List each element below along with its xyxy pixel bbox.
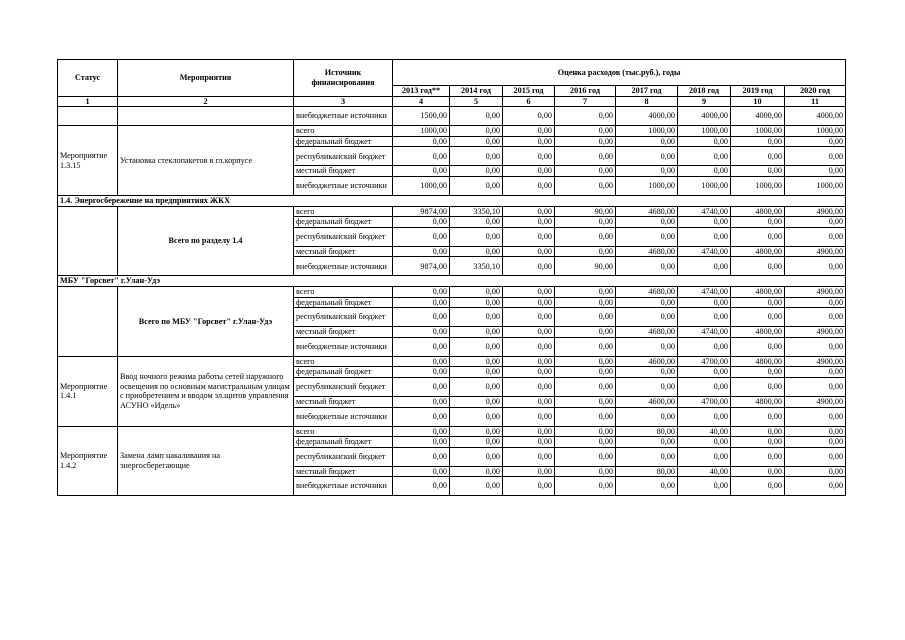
value-cell: 0,00 <box>616 437 678 448</box>
value-cell: 0,00 <box>393 297 450 308</box>
value-cell: 0,00 <box>555 286 616 297</box>
value-cell: 4680,00 <box>616 206 678 217</box>
value-cell: 0,00 <box>555 147 616 166</box>
value-cell: 0,00 <box>450 396 503 407</box>
source-cell: республиканский бюджет <box>294 447 393 466</box>
value-cell: 0,00 <box>393 367 450 378</box>
measure-cell: Установка стеклопакетов в гл.корпусе <box>118 126 294 196</box>
header-year: 2020 год <box>785 86 846 97</box>
value-cell: 1000,00 <box>785 126 846 137</box>
value-cell: 0,00 <box>555 477 616 496</box>
value-cell: 0,00 <box>393 246 450 257</box>
value-cell: 0,00 <box>678 367 731 378</box>
value-cell: 0,00 <box>555 407 616 426</box>
value-cell: 3350,10 <box>450 206 503 217</box>
value-cell: 0,00 <box>503 166 555 177</box>
value-cell: 0,00 <box>503 257 555 276</box>
value-cell: 0,00 <box>503 477 555 496</box>
value-cell: 0,00 <box>616 477 678 496</box>
value-cell: 0,00 <box>616 297 678 308</box>
column-number: 6 <box>503 96 555 107</box>
value-cell: 0,00 <box>450 136 503 147</box>
value-cell: 0,00 <box>503 147 555 166</box>
value-cell: 4680,00 <box>616 246 678 257</box>
column-number: 11 <box>785 96 846 107</box>
value-cell: 40,00 <box>678 466 731 477</box>
value-cell: 0,00 <box>616 447 678 466</box>
value-cell: 0,00 <box>393 377 450 396</box>
value-cell: 0,00 <box>616 308 678 327</box>
value-cell: 0,00 <box>503 126 555 137</box>
column-number: 9 <box>678 96 731 107</box>
value-cell: 0,00 <box>555 337 616 356</box>
value-cell: 0,00 <box>393 227 450 246</box>
source-cell: федеральный бюджет <box>294 367 393 378</box>
value-cell: 4740,00 <box>678 206 731 217</box>
value-cell: 0,00 <box>678 447 731 466</box>
value-cell: 0,00 <box>503 447 555 466</box>
value-cell: 4900,00 <box>785 206 846 217</box>
status-cell <box>58 206 118 276</box>
value-cell: 0,00 <box>731 136 785 147</box>
value-cell: 0,00 <box>785 367 846 378</box>
table-row <box>58 126 846 137</box>
value-cell: 0,00 <box>785 337 846 356</box>
value-cell: 4600,00 <box>616 396 678 407</box>
section-title: МБУ "Горсвет" г.Улан-Удэ <box>58 276 846 287</box>
value-cell: 1000,00 <box>731 176 785 195</box>
value-cell: 0,00 <box>555 136 616 147</box>
source-cell: федеральный бюджет <box>294 217 393 228</box>
value-cell: 0,00 <box>503 407 555 426</box>
header-source: Источник финансирования <box>294 60 393 97</box>
value-cell: 0,00 <box>450 477 503 496</box>
value-cell: 0,00 <box>393 286 450 297</box>
table-row <box>58 286 846 297</box>
value-cell: 1000,00 <box>731 126 785 137</box>
value-cell: 0,00 <box>503 437 555 448</box>
value-cell: 0,00 <box>616 147 678 166</box>
measure-cell: Всего по МБУ "Горсвет" г.Улан-Удэ <box>118 286 294 356</box>
value-cell: 0,00 <box>731 297 785 308</box>
value-cell: 0,00 <box>503 327 555 338</box>
value-cell: 0,00 <box>450 337 503 356</box>
value-cell: 0,00 <box>555 297 616 308</box>
column-number: 7 <box>555 96 616 107</box>
value-cell: 0,00 <box>678 147 731 166</box>
value-cell: 0,00 <box>731 377 785 396</box>
value-cell: 0,00 <box>393 136 450 147</box>
value-cell: 0,00 <box>450 227 503 246</box>
measure-cell: Всего по разделу 1.4 <box>118 206 294 276</box>
value-cell: 4680,00 <box>616 286 678 297</box>
column-number: 2 <box>118 96 294 107</box>
value-cell: 0,00 <box>555 308 616 327</box>
value-cell: 0,00 <box>731 437 785 448</box>
value-cell: 0,00 <box>503 426 555 437</box>
expenses-table <box>57 59 846 496</box>
value-cell: 0,00 <box>450 437 503 448</box>
value-cell: 0,00 <box>450 426 503 437</box>
table-row <box>58 356 846 367</box>
value-cell: 0,00 <box>393 396 450 407</box>
column-number: 4 <box>393 96 450 107</box>
status-cell <box>58 286 118 356</box>
value-cell: 0,00 <box>555 356 616 367</box>
value-cell: 4600,00 <box>616 356 678 367</box>
value-cell: 0,00 <box>393 437 450 448</box>
value-cell: 0,00 <box>785 437 846 448</box>
value-cell: 90,00 <box>555 206 616 217</box>
table-row <box>58 107 846 126</box>
section-row <box>58 195 846 206</box>
value-cell: 0,00 <box>785 466 846 477</box>
source-cell: всего <box>294 286 393 297</box>
value-cell: 4800,00 <box>731 356 785 367</box>
value-cell: 0,00 <box>731 227 785 246</box>
value-cell: 0,00 <box>503 308 555 327</box>
value-cell: 0,00 <box>503 367 555 378</box>
value-cell: 0,00 <box>503 136 555 147</box>
value-cell: 0,00 <box>731 147 785 166</box>
value-cell: 0,00 <box>503 286 555 297</box>
value-cell: 0,00 <box>678 257 731 276</box>
value-cell: 0,00 <box>450 166 503 177</box>
value-cell: 0,00 <box>731 407 785 426</box>
column-number: 10 <box>731 96 785 107</box>
value-cell: 0,00 <box>731 337 785 356</box>
value-cell: 0,00 <box>616 227 678 246</box>
header-status: Статус <box>58 60 118 97</box>
value-cell: 4740,00 <box>678 246 731 257</box>
source-cell: местный бюджет <box>294 466 393 477</box>
value-cell: 0,00 <box>555 227 616 246</box>
value-cell: 0,00 <box>731 466 785 477</box>
value-cell: 0,00 <box>616 407 678 426</box>
value-cell: 0,00 <box>555 377 616 396</box>
value-cell: 0,00 <box>678 136 731 147</box>
source-cell: федеральный бюджет <box>294 297 393 308</box>
value-cell: 0,00 <box>393 426 450 437</box>
value-cell: 0,00 <box>503 396 555 407</box>
source-cell: всего <box>294 356 393 367</box>
document-page <box>57 59 846 496</box>
value-cell: 0,00 <box>503 206 555 217</box>
value-cell: 0,00 <box>503 297 555 308</box>
value-cell: 4900,00 <box>785 327 846 338</box>
status-cell: Мероприятие 1.3.15 <box>58 126 118 196</box>
column-numbers-row <box>58 96 846 107</box>
value-cell: 1000,00 <box>393 126 450 137</box>
value-cell: 4900,00 <box>785 356 846 367</box>
value-cell: 4700,00 <box>678 356 731 367</box>
value-cell: 0,00 <box>555 396 616 407</box>
column-number: 3 <box>294 96 393 107</box>
value-cell: 0,00 <box>450 126 503 137</box>
value-cell: 0,00 <box>731 166 785 177</box>
measure-cell <box>118 107 294 126</box>
value-cell: 0,00 <box>555 107 616 126</box>
value-cell: 4900,00 <box>785 286 846 297</box>
value-cell: 0,00 <box>678 297 731 308</box>
value-cell: 0,00 <box>785 136 846 147</box>
value-cell: 4800,00 <box>731 246 785 257</box>
value-cell: 0,00 <box>503 246 555 257</box>
value-cell: 0,00 <box>450 377 503 396</box>
header-year: 2019 год <box>731 86 785 97</box>
value-cell: 0,00 <box>785 166 846 177</box>
source-cell: республиканский бюджет <box>294 147 393 166</box>
value-cell: 0,00 <box>450 147 503 166</box>
value-cell: 0,00 <box>450 407 503 426</box>
value-cell: 0,00 <box>450 308 503 327</box>
value-cell: 0,00 <box>393 407 450 426</box>
source-cell: местный бюджет <box>294 327 393 338</box>
source-cell: внебюджетные источники <box>294 107 393 126</box>
value-cell: 0,00 <box>785 377 846 396</box>
value-cell: 0,00 <box>503 356 555 367</box>
value-cell: 0,00 <box>678 166 731 177</box>
value-cell: 4900,00 <box>785 396 846 407</box>
value-cell: 3350,10 <box>450 257 503 276</box>
source-cell: всего <box>294 126 393 137</box>
value-cell: 90,00 <box>555 257 616 276</box>
source-cell: республиканский бюджет <box>294 308 393 327</box>
value-cell: 0,00 <box>393 217 450 228</box>
value-cell: 0,00 <box>731 447 785 466</box>
value-cell: 1000,00 <box>393 176 450 195</box>
value-cell: 4000,00 <box>731 107 785 126</box>
source-cell: внебюджетные источники <box>294 407 393 426</box>
source-cell: всего <box>294 426 393 437</box>
value-cell: 0,00 <box>503 217 555 228</box>
value-cell: 0,00 <box>393 337 450 356</box>
value-cell: 0,00 <box>450 447 503 466</box>
value-cell: 4800,00 <box>731 396 785 407</box>
value-cell: 9874,00 <box>393 206 450 217</box>
value-cell: 0,00 <box>503 107 555 126</box>
header-year: 2014 год <box>450 86 503 97</box>
header-year: 2018 год <box>678 86 731 97</box>
column-number: 1 <box>58 96 118 107</box>
value-cell: 0,00 <box>393 166 450 177</box>
source-cell: внебюджетные источники <box>294 337 393 356</box>
value-cell: 0,00 <box>393 327 450 338</box>
value-cell: 0,00 <box>450 297 503 308</box>
status-cell: Мероприятие 1.4.2 <box>58 426 118 496</box>
value-cell: 0,00 <box>555 437 616 448</box>
value-cell: 0,00 <box>785 227 846 246</box>
value-cell: 0,00 <box>555 466 616 477</box>
value-cell: 0,00 <box>555 367 616 378</box>
value-cell: 0,00 <box>785 477 846 496</box>
value-cell: 0,00 <box>503 176 555 195</box>
value-cell: 0,00 <box>503 337 555 356</box>
value-cell: 0,00 <box>393 466 450 477</box>
value-cell: 0,00 <box>555 447 616 466</box>
value-cell: 0,00 <box>450 356 503 367</box>
value-cell: 0,00 <box>555 217 616 228</box>
status-cell: Мероприятие 1.4.1 <box>58 356 118 426</box>
value-cell: 1000,00 <box>616 126 678 137</box>
source-cell: внебюджетные источники <box>294 257 393 276</box>
measure-cell: Ввод ночного режима работы сетей наружного освещения по основным магистральным улицам с приобретением и вводом эл.щитов управления АСУНО «Идель» <box>118 356 294 426</box>
value-cell: 0,00 <box>450 246 503 257</box>
value-cell: 4700,00 <box>678 396 731 407</box>
value-cell: 4000,00 <box>785 107 846 126</box>
value-cell: 4800,00 <box>731 206 785 217</box>
value-cell: 80,00 <box>616 426 678 437</box>
header-year: 2015 год <box>503 86 555 97</box>
value-cell: 0,00 <box>785 308 846 327</box>
measure-cell: Замена ламп накаливания на энергосберегающие <box>118 426 294 496</box>
value-cell: 0,00 <box>450 327 503 338</box>
value-cell: 0,00 <box>503 377 555 396</box>
value-cell: 4800,00 <box>731 286 785 297</box>
value-cell: 0,00 <box>785 297 846 308</box>
value-cell: 1000,00 <box>785 176 846 195</box>
value-cell: 0,00 <box>785 147 846 166</box>
value-cell: 0,00 <box>393 356 450 367</box>
source-cell: республиканский бюджет <box>294 227 393 246</box>
header-year: 2013 год** <box>393 86 450 97</box>
value-cell: 0,00 <box>678 217 731 228</box>
value-cell: 0,00 <box>785 407 846 426</box>
value-cell: 0,00 <box>731 217 785 228</box>
value-cell: 0,00 <box>393 308 450 327</box>
value-cell: 0,00 <box>555 126 616 137</box>
value-cell: 0,00 <box>555 246 616 257</box>
value-cell: 4680,00 <box>616 327 678 338</box>
section-row <box>58 276 846 287</box>
value-cell: 0,00 <box>450 286 503 297</box>
value-cell: 4900,00 <box>785 246 846 257</box>
value-cell: 0,00 <box>555 166 616 177</box>
value-cell: 4000,00 <box>616 107 678 126</box>
value-cell: 0,00 <box>393 447 450 466</box>
value-cell: 0,00 <box>616 337 678 356</box>
value-cell: 0,00 <box>555 426 616 437</box>
value-cell: 0,00 <box>785 426 846 437</box>
source-cell: местный бюджет <box>294 396 393 407</box>
value-cell: 0,00 <box>393 477 450 496</box>
value-cell: 0,00 <box>450 217 503 228</box>
value-cell: 0,00 <box>785 447 846 466</box>
value-cell: 4740,00 <box>678 327 731 338</box>
value-cell: 0,00 <box>450 466 503 477</box>
value-cell: 1000,00 <box>616 176 678 195</box>
value-cell: 4740,00 <box>678 286 731 297</box>
value-cell: 1000,00 <box>678 176 731 195</box>
value-cell: 0,00 <box>678 227 731 246</box>
column-number: 5 <box>450 96 503 107</box>
value-cell: 0,00 <box>678 308 731 327</box>
value-cell: 0,00 <box>678 477 731 496</box>
source-cell: федеральный бюджет <box>294 437 393 448</box>
value-cell: 0,00 <box>731 426 785 437</box>
header-year: 2016 год <box>555 86 616 97</box>
source-cell: местный бюджет <box>294 166 393 177</box>
value-cell: 0,00 <box>731 308 785 327</box>
header-row <box>58 60 846 86</box>
source-cell: местный бюджет <box>294 246 393 257</box>
value-cell: 0,00 <box>678 407 731 426</box>
value-cell: 0,00 <box>616 367 678 378</box>
table-row <box>58 206 846 217</box>
source-cell: внебюджетные источники <box>294 176 393 195</box>
value-cell: 0,00 <box>731 257 785 276</box>
value-cell: 0,00 <box>731 477 785 496</box>
value-cell: 0,00 <box>555 176 616 195</box>
value-cell: 9874,00 <box>393 257 450 276</box>
section-title: 1.4. Энергосбережение на предприятиях ЖКХ <box>58 195 846 206</box>
value-cell: 1500,00 <box>393 107 450 126</box>
value-cell: 0,00 <box>731 367 785 378</box>
value-cell: 0,00 <box>616 377 678 396</box>
value-cell: 0,00 <box>616 257 678 276</box>
value-cell: 0,00 <box>450 107 503 126</box>
value-cell: 0,00 <box>393 147 450 166</box>
value-cell: 0,00 <box>450 367 503 378</box>
table-row <box>58 426 846 437</box>
source-cell: всего <box>294 206 393 217</box>
value-cell: 0,00 <box>503 227 555 246</box>
header-measures: Мероприятия <box>118 60 294 97</box>
source-cell: федеральный бюджет <box>294 136 393 147</box>
value-cell: 4800,00 <box>731 327 785 338</box>
value-cell: 0,00 <box>616 166 678 177</box>
value-cell: 1000,00 <box>678 126 731 137</box>
source-cell: внебюджетные источники <box>294 477 393 496</box>
value-cell: 0,00 <box>785 257 846 276</box>
header-year: 2017 год <box>616 86 678 97</box>
value-cell: 40,00 <box>678 426 731 437</box>
value-cell: 0,00 <box>503 466 555 477</box>
value-cell: 0,00 <box>678 337 731 356</box>
value-cell: 0,00 <box>678 437 731 448</box>
value-cell: 80,00 <box>616 466 678 477</box>
value-cell: 0,00 <box>616 136 678 147</box>
source-cell: республиканский бюджет <box>294 377 393 396</box>
value-cell: 0,00 <box>616 217 678 228</box>
value-cell: 0,00 <box>678 377 731 396</box>
status-cell <box>58 107 118 126</box>
header-estimate: Оценка расходов (тыс.руб.), годы <box>393 60 846 86</box>
value-cell: 4000,00 <box>678 107 731 126</box>
value-cell: 0,00 <box>555 327 616 338</box>
value-cell: 0,00 <box>785 217 846 228</box>
column-number: 8 <box>616 96 678 107</box>
value-cell: 0,00 <box>450 176 503 195</box>
